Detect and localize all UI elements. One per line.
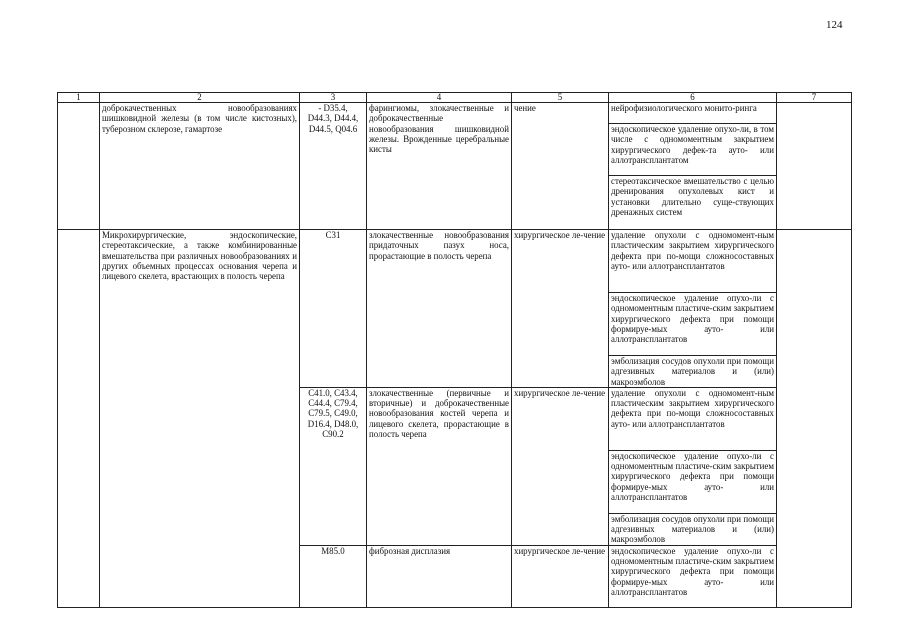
cell-intervention-name bbox=[100, 103, 300, 230]
method-item: удаление опухоли с одномомент-ным пластическим закрытием хирургического дефекта при по-мощи сложносоставных ауто- или аллотрансплантатов bbox=[609, 230, 776, 293]
cell-icd-codes bbox=[300, 545, 367, 607]
cell-col1 bbox=[58, 230, 100, 608]
method-item: эмболизация сосудов опухоли при помощи адгезивных материалов и (или) макроэмболов bbox=[611, 513, 774, 545]
cell-col1 bbox=[58, 103, 100, 230]
column-number: 3 bbox=[300, 93, 367, 103]
diagnosis-text: злокачественные новообразования придаточных пазух носа, прорастающие в полость черепа bbox=[369, 230, 509, 261]
cell-methods bbox=[609, 230, 777, 388]
medical-care-table bbox=[57, 92, 852, 608]
method-item: стереотаксическое вмешательство с целью дренирования опухолевых кист и установки длительно суще-ствующих дренажных систем bbox=[611, 176, 774, 217]
icd-code-line: D44.3, D44.4, bbox=[307, 113, 359, 124]
table-row bbox=[58, 230, 852, 388]
method-item: эндоскопическое удаление опухо-ли, в том числе с одномоментным закрытием хирургического дефек-та ауто- или аллотрансплантатом bbox=[609, 124, 776, 176]
icd-code-line: C79.5, C49.0, bbox=[308, 408, 358, 419]
diagnosis-text: фарингиомы, злокачественные и доброкачественные новообразования шишковидной железы. Врожденные церебральные кисты bbox=[369, 103, 509, 155]
cell-icd-codes bbox=[300, 230, 367, 388]
column-number-row bbox=[58, 93, 852, 103]
method-item: эндоскопическое удаление опухо-ли с одномоментным пластиче-ским закрытием хирургического дефекта при помощи формируе-мых ауто- или аллотрансплантатов bbox=[611, 545, 774, 597]
cell-treatment-type bbox=[512, 545, 609, 607]
method-item: эмболизация сосудов опухоли при помощи адгезивных материалов и (или) макроэмболов bbox=[611, 356, 774, 387]
method-item: удаление опухоли с одномомент-ным пластическим закрытием хирургического дефекта при по-мощи сложносоставных ауто- или аллотрансплантатов bbox=[609, 388, 776, 451]
diagnosis-text: злокачественные (первичные и вторичные) и доброкачественные новообразования костей черепа и лицевого скелета, прорастающие в полость черепа bbox=[369, 387, 509, 440]
icd-code-line: C90.2 bbox=[322, 429, 344, 440]
treatment-type-text: хирургическое ле-чение bbox=[514, 230, 606, 240]
column-number: 2 bbox=[100, 93, 300, 103]
cell-methods bbox=[609, 387, 777, 545]
icd-code-line: D44.5, Q04.6 bbox=[308, 123, 358, 134]
treatment-type-text: хирургическое ле-чение bbox=[514, 545, 606, 556]
diagnosis-text: фиброзная дисплазия bbox=[369, 545, 451, 556]
treatment-type-text: чение bbox=[514, 103, 536, 113]
column-number: 1 bbox=[58, 93, 100, 103]
page-number: 124 bbox=[826, 19, 843, 31]
cell-treatment-type bbox=[512, 103, 609, 230]
treatment-type-text: хирургическое ле-чение bbox=[514, 387, 606, 398]
cell-diagnosis bbox=[367, 545, 512, 607]
icd-code-line: C31 bbox=[325, 230, 341, 240]
cell-treatment-type bbox=[512, 387, 609, 545]
icd-code-line: D16.4, D48.0, bbox=[307, 418, 359, 429]
cell-diagnosis bbox=[367, 103, 512, 230]
method-item: нейрофизиологического монито-ринга bbox=[609, 103, 776, 124]
cell-icd-codes bbox=[300, 387, 367, 545]
cell-col7 bbox=[777, 103, 852, 230]
cell-col7 bbox=[777, 230, 852, 608]
method-item: эндоскопическое удаление опухо-ли с одномоментным пластиче-ским закрытием хирургического дефекта при помощи формируе-мых ауто- или аллотрансплантатов bbox=[609, 293, 776, 356]
cell-diagnosis bbox=[367, 230, 512, 388]
cell-diagnosis bbox=[367, 387, 512, 545]
cell-methods bbox=[609, 545, 777, 607]
cell-intervention-name bbox=[100, 230, 300, 608]
icd-code-line: C41.0, C43.4, bbox=[308, 387, 358, 398]
icd-code-line: M85.0 bbox=[321, 545, 345, 556]
cell-treatment-type bbox=[512, 230, 609, 388]
icd-code-line: - D35.4, bbox=[318, 103, 348, 113]
column-number: 7 bbox=[777, 93, 852, 103]
column-number: 4 bbox=[367, 93, 512, 103]
column-number: 6 bbox=[609, 93, 777, 103]
intervention-name-text: Микрохирургические, эндоскопические, стереотаксические, а также комбинированные вмешательства при различных новообразованиях и других объемных процессах основания черепа и лицевого скелета, врастающих в полость черепа bbox=[102, 230, 297, 282]
icd-code-line: C44.4, C79.4, bbox=[308, 398, 358, 409]
cell-icd-codes bbox=[300, 103, 367, 230]
intervention-name-text: доброкачественных новообразованиях шишковидной железы (в том числе кистозных), туберозном склерозе, гамартозе bbox=[102, 103, 297, 134]
method-item: эндоскопическое удаление опухо-ли с одномоментным пластиче-ским закрытием хирургического дефекта при помощи формируе-мых ауто- или аллотрансплантатов bbox=[609, 451, 776, 514]
cell-methods bbox=[609, 103, 777, 230]
table-row bbox=[58, 103, 852, 230]
column-number: 5 bbox=[512, 93, 609, 103]
